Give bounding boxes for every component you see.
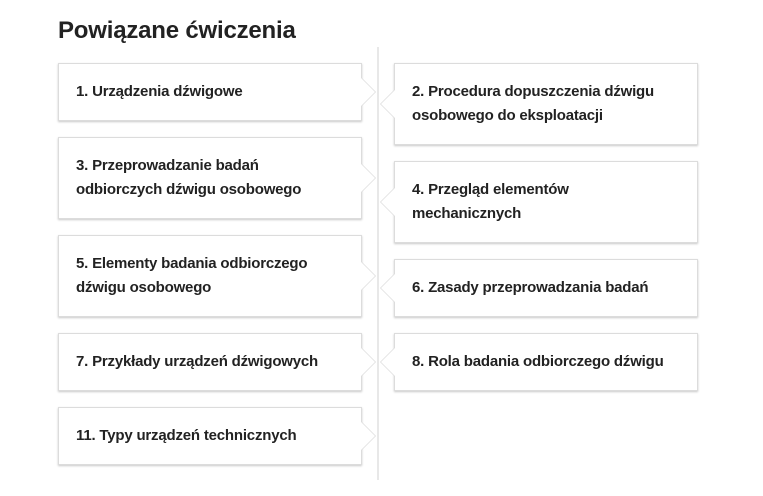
exercise-label: 2. Procedura dopuszczenia dźwigu osobowego do eksploatacji xyxy=(412,83,654,124)
exercise-label: 1. Urządzenia dźwigowe xyxy=(76,83,243,100)
exercise-card-1[interactable] xyxy=(58,63,362,121)
exercise-label: 7. Przykłady urządzeń dźwigowych xyxy=(76,353,319,370)
timeline-divider xyxy=(377,47,379,480)
exercise-card-2[interactable] xyxy=(394,63,698,145)
exercise-card-7[interactable] xyxy=(58,333,362,391)
exercise-label: 3. Przeprowadzanie badań odbiorczych dźwigu osobowego xyxy=(76,157,302,198)
exercise-card-6[interactable] xyxy=(394,259,698,317)
exercise-label: 5. Elementy badania odbiorczego dźwigu osobowego xyxy=(76,255,308,296)
exercise-label: 6. Zasady przeprowadzania badań xyxy=(412,279,649,296)
exercise-card-3[interactable] xyxy=(58,137,362,219)
exercise-label: 8. Rola badania odbiorczego dźwigu xyxy=(412,353,664,370)
exercise-card-5[interactable] xyxy=(58,235,362,317)
exercise-card-11[interactable] xyxy=(58,407,362,465)
exercise-card-8[interactable] xyxy=(394,333,698,391)
section-title: Powiązane ćwiczenia xyxy=(58,17,296,44)
exercise-label: 4. Przegląd elementów mechanicznych xyxy=(412,181,569,222)
exercise-label: 11. Typy urządzeń technicznych xyxy=(76,427,297,444)
exercise-card-4[interactable] xyxy=(394,161,698,243)
